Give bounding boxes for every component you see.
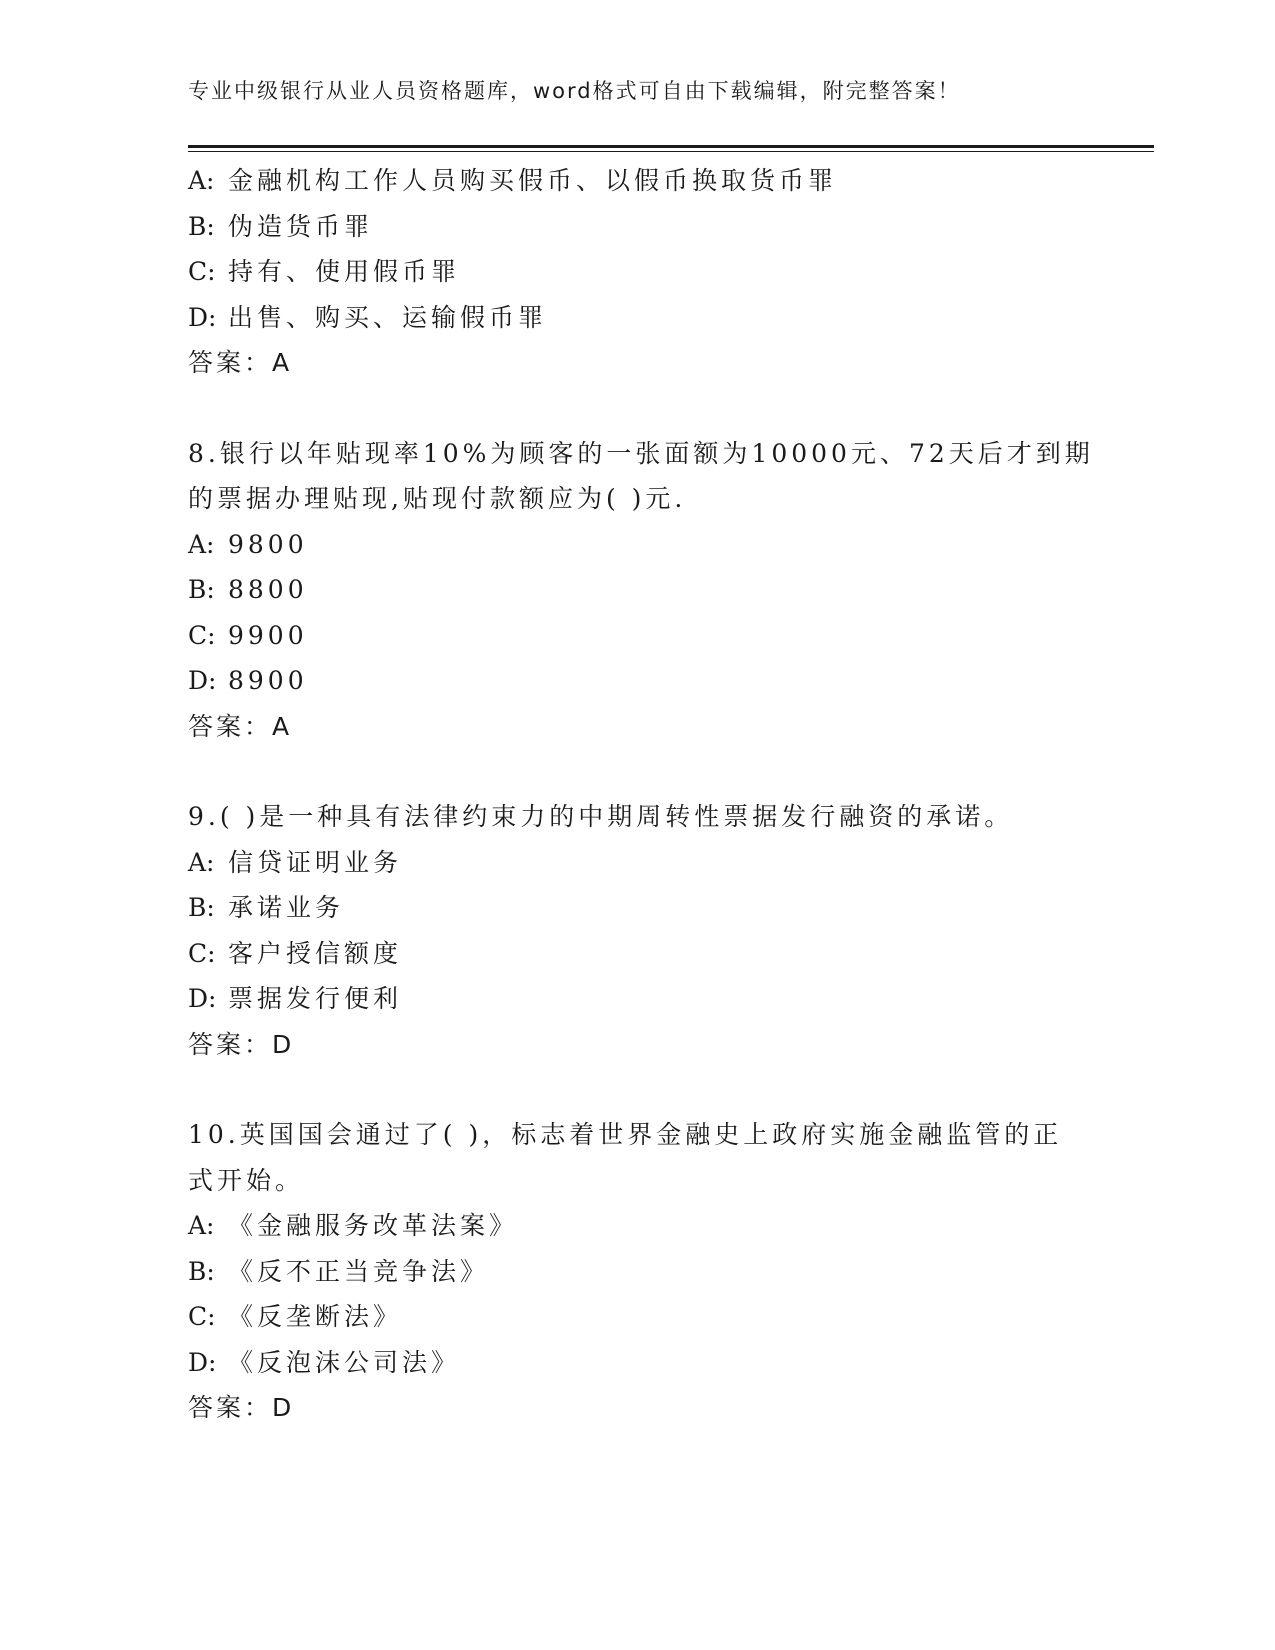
option-key: A: (188, 529, 215, 559)
option-text: 客户授信额度 (228, 938, 403, 968)
option-text: 持有、使用假币罪 (228, 257, 461, 286)
option-text: 《反垄断法》 (228, 1302, 403, 1331)
option-text: 伪造货币罪 (228, 211, 374, 241)
question-block-8 (188, 431, 1094, 750)
option-key: D: (188, 1347, 217, 1377)
option-a (188, 158, 1068, 204)
question-stem-line: 的票据办理贴现,贴现付款额应为( )元. (188, 484, 687, 513)
option-key: B: (188, 575, 215, 604)
answer-line: 答案：A (188, 711, 293, 741)
question-stem-line: 10.英国国会通过了( )，标志着世界金融史上政府实施金融监管的正 (188, 1120, 1063, 1149)
header-rule-thick (188, 145, 1154, 148)
option-text: 8900 (228, 666, 308, 695)
option-text: 《反不正当竞争法》 (228, 1256, 490, 1286)
option-key: A: (188, 847, 215, 877)
option-key: B: (188, 1256, 215, 1286)
answer-line: 答案：D (188, 1393, 295, 1422)
question-stem-line: 8.银行以年贴现率10%为顾客的一张面额为10000元、72天后才到期 (188, 438, 1094, 468)
question-stem-line: 9.( )是一种具有法律约束力的中期周转性票据发行融资的承诺。 (188, 802, 1014, 831)
option-key: A: (188, 1211, 215, 1240)
option-text: 《金融服务改革法案》 (228, 1211, 519, 1240)
option-a (188, 522, 1068, 568)
page-header: 专业中级银行从业人员资格题库，word格式可自由下载编辑，附完整答案！ (188, 79, 961, 103)
option-text: 8800 (228, 575, 308, 604)
header-rule-thin (188, 151, 1154, 152)
question-block-10 (188, 1112, 1068, 1431)
option-text: 9900 (228, 620, 308, 650)
option-key: D: (188, 302, 217, 332)
option-text: 承诺业务 (228, 893, 345, 922)
option-c (188, 931, 1068, 977)
option-a (188, 1203, 1068, 1249)
option-key: D: (188, 984, 217, 1013)
question-list (188, 158, 1094, 1431)
option-key: A: (188, 166, 215, 195)
option-c (188, 613, 1068, 659)
option-key: C: (188, 1302, 216, 1331)
question-stem-line: 式开始。 (188, 1165, 305, 1195)
answer-line: 答案：A (188, 348, 293, 377)
option-d (188, 658, 1068, 704)
option-c (188, 249, 1068, 295)
option-text: 出售、购买、运输假币罪 (228, 302, 548, 332)
option-text: 票据发行便利 (228, 984, 403, 1013)
option-a (188, 840, 1068, 886)
option-text: 9800 (228, 529, 308, 559)
option-d (188, 295, 1068, 341)
answer-line: 答案：D (188, 1029, 295, 1059)
question-block-7 (188, 158, 1068, 386)
option-text: 金融机构工作人员购买假币、以假币换取货币罪 (228, 166, 838, 195)
option-b (188, 1249, 1068, 1295)
option-key: B: (188, 211, 215, 241)
option-text: 信贷证明业务 (228, 847, 403, 877)
option-text: 《反泡沫公司法》 (228, 1347, 461, 1377)
question-block-9 (188, 794, 1068, 1067)
option-b (188, 567, 1068, 613)
option-d (188, 976, 1068, 1022)
option-d (188, 1340, 1068, 1386)
option-b (188, 885, 1068, 931)
option-key: C: (188, 257, 216, 286)
option-key: D: (188, 666, 217, 695)
option-b (188, 204, 1068, 250)
option-key: C: (188, 938, 216, 968)
option-key: C: (188, 620, 216, 650)
option-key: B: (188, 893, 215, 922)
option-c (188, 1294, 1068, 1340)
